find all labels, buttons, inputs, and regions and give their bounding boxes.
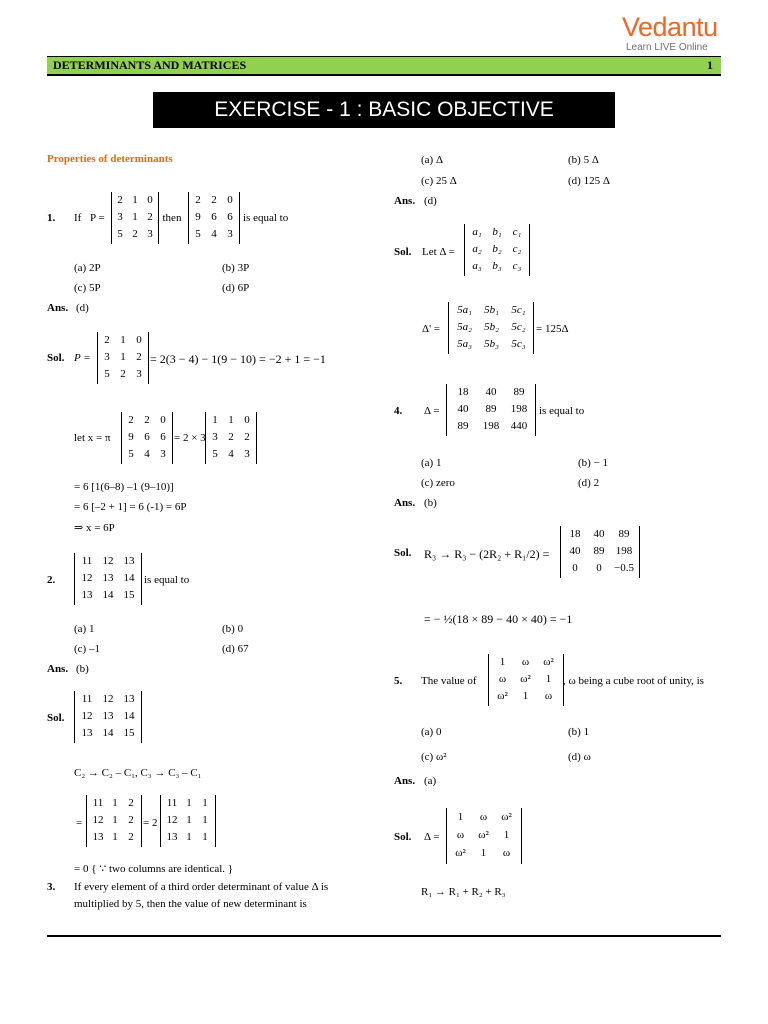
q2-tail: is equal to (144, 574, 190, 586)
page-number: 1 (707, 58, 713, 72)
q1-option-d: (d) 6P (222, 282, 250, 294)
q1-ans-value: (d) (76, 302, 89, 314)
q2-ans-label: Ans. (47, 663, 69, 675)
q5-option-b: (b) 1 (568, 726, 590, 738)
q1-sol-expression: = 2(3 − 4) − 1(9 − 10) = −2 + 1 = −1 (150, 352, 326, 366)
exercise-title: EXERCISE - 1 : BASIC OBJECTIVE QUESTIONS (153, 92, 615, 128)
q3-text-1: If every element of a third order determinant of value Δ is (74, 881, 329, 893)
q4-option-c: (c) zero (421, 477, 455, 489)
q3-sol-label: Sol. (394, 246, 412, 258)
q5-sol-label: Sol. (394, 831, 412, 843)
q4-result: = − ½(18 × 89 − 40 × 40) = −1 (424, 612, 573, 626)
q1-let-x: let x = π (74, 432, 111, 444)
q1-number: 1. (47, 212, 56, 224)
q2-number: 2. (47, 574, 56, 586)
q1-option-b: (b) 3P (222, 262, 250, 274)
q5-sol-delta: Δ = (424, 831, 440, 843)
q2-matrix: 11 12 13 12 13 14 13 14 15 (74, 553, 142, 605)
logo-brand: Vedantu (622, 12, 718, 42)
q1-p-eq: P = (90, 212, 105, 224)
q4-option-b: (b) − 1 (578, 457, 609, 469)
q5-ans-value: (a) (424, 775, 437, 787)
q5-post: , ω being a cube root of unity, is (563, 675, 704, 687)
q4-option-a: (a) 1 (421, 457, 442, 469)
q1-option-c: (c) 5P (74, 282, 101, 294)
q3-matrix-scaled: 5a₁ 5b₁ 5c₁ 5a₂ 5b₂ 5c₂ 5a₃ 5b₃ 5c₃ (448, 302, 534, 354)
q4-delta: Δ = (424, 405, 440, 417)
section-heading: Properties of determinants (47, 153, 173, 165)
q1-then: , then (157, 212, 182, 224)
q2-column-ops: C₂ → C₂ – C₁, C₃ → C₃ – C₁ (74, 767, 202, 779)
q2-eq2: = 2 (143, 817, 158, 829)
q5-pre: The value of (421, 675, 477, 687)
q3-option-c: (c) 25 Δ (421, 175, 457, 187)
q4-option-d: (d) 2 (578, 477, 600, 489)
q1-let-mid: = 2 × 3 (174, 432, 206, 444)
q3-matrix: a₁ b₁ c₁ a₂ b₂ c₂ a₃ b₃ c₃ (464, 224, 530, 276)
vedantu-logo (622, 12, 722, 52)
q1-let-matrix-2: 1 1 0 3 2 2 5 4 3 (205, 412, 257, 464)
q4-ans-value: (b) (424, 497, 437, 509)
q1-option-a: (a) 2P (74, 262, 101, 274)
footer-rule (47, 935, 721, 937)
q5-sol-matrix: 1 ω ω² ω ω² 1 ω² 1 ω (446, 808, 522, 864)
q3-text-2: multiplied by 5, then the value of new determinant is (74, 898, 307, 910)
q5-number: 5. (394, 675, 403, 687)
q1-line-2: = 6 [–2 + 1] = 6 (-1) = 6P (74, 501, 187, 513)
q3-option-b: (b) 5 Δ (568, 154, 599, 166)
q3-ans-value: (d) (424, 195, 437, 207)
q5-option-d: (d) ω (568, 751, 591, 763)
chapter-title: DETERMINANTS AND MATRICES (53, 58, 247, 72)
q3-result: = 125Δ (536, 323, 569, 335)
q1-let-matrix-1: 2 2 0 9 6 6 5 4 3 (121, 412, 173, 464)
q4-matrix: 18 40 89 40 89 198 89 198 440 (446, 384, 536, 436)
q5-matrix: 1 ω ω² ω ω² 1 ω² 1 ω (488, 654, 564, 706)
q3-option-d: (d) 125 Δ (568, 175, 610, 187)
logo-tagline: Learn LIVE Online (626, 42, 708, 53)
q2-option-b: (b) 0 (222, 623, 244, 635)
q2-sol-label: Sol. (47, 712, 65, 724)
q1-line-1: = 6 [1(6–8) –1 (9–10)] (74, 481, 174, 493)
q4-row-op: R₃ → R₃ − (2R₂ + R₁/2) = (424, 547, 550, 561)
q4-ans-label: Ans. (394, 497, 416, 509)
q1-matrix-x: 2 2 0 9 6 6 5 4 3 (188, 192, 240, 244)
q2-matrix-a: 11 1 2 12 1 2 13 1 2 (86, 795, 142, 847)
q3-number: 3. (47, 881, 56, 893)
q3-ans-label: Ans. (394, 195, 416, 207)
q1-sol-matrix: 2 1 0 3 1 2 5 2 3 (97, 332, 149, 384)
q4-sol-label: Sol. (394, 547, 412, 559)
q2-conclusion: = 0 { ∵ two columns are identical. } (74, 863, 234, 875)
q3-sol-let: Let Δ = (422, 246, 455, 258)
q3-delta-prime: Δ' = (422, 323, 441, 335)
q2-sol-matrix: 11 12 13 12 13 14 13 14 15 (74, 691, 142, 743)
chapter-header-bar (47, 56, 721, 76)
q1-ans-label: Ans. (47, 302, 69, 314)
q3-option-a: (a) Δ (421, 154, 444, 166)
q1-line-3: ⇒ x = 6P (74, 522, 115, 534)
q1-matrix-p: 2 1 0 3 1 2 5 2 3 (111, 192, 159, 244)
q2-eq: = (76, 817, 83, 829)
q4-sol-matrix: 18 40 89 40 89 198 0 0 −0.5 (560, 526, 640, 578)
q1-sol-label: Sol. (47, 352, 65, 364)
q5-ans-label: Ans. (394, 775, 416, 787)
q5-option-c: (c) ω² (421, 751, 447, 763)
q2-ans-value: (b) (76, 663, 89, 675)
q1-sol-p: P = (74, 352, 91, 364)
q2-option-a: (a) 1 (74, 623, 95, 635)
q4-tail: is equal to (539, 405, 585, 417)
q2-option-d: (d) 67 (222, 643, 249, 655)
q1-if: If (74, 212, 82, 224)
q5-row-op: R₁ → R₁ + R₂ + R₃ (421, 886, 506, 898)
q2-option-c: (c) –1 (74, 643, 100, 655)
q5-option-a: (a) 0 (421, 726, 442, 738)
q1-tail: is equal to (243, 212, 289, 224)
q4-number: 4. (394, 405, 403, 417)
q2-matrix-b: 11 1 1 12 1 1 13 1 1 (160, 795, 216, 847)
